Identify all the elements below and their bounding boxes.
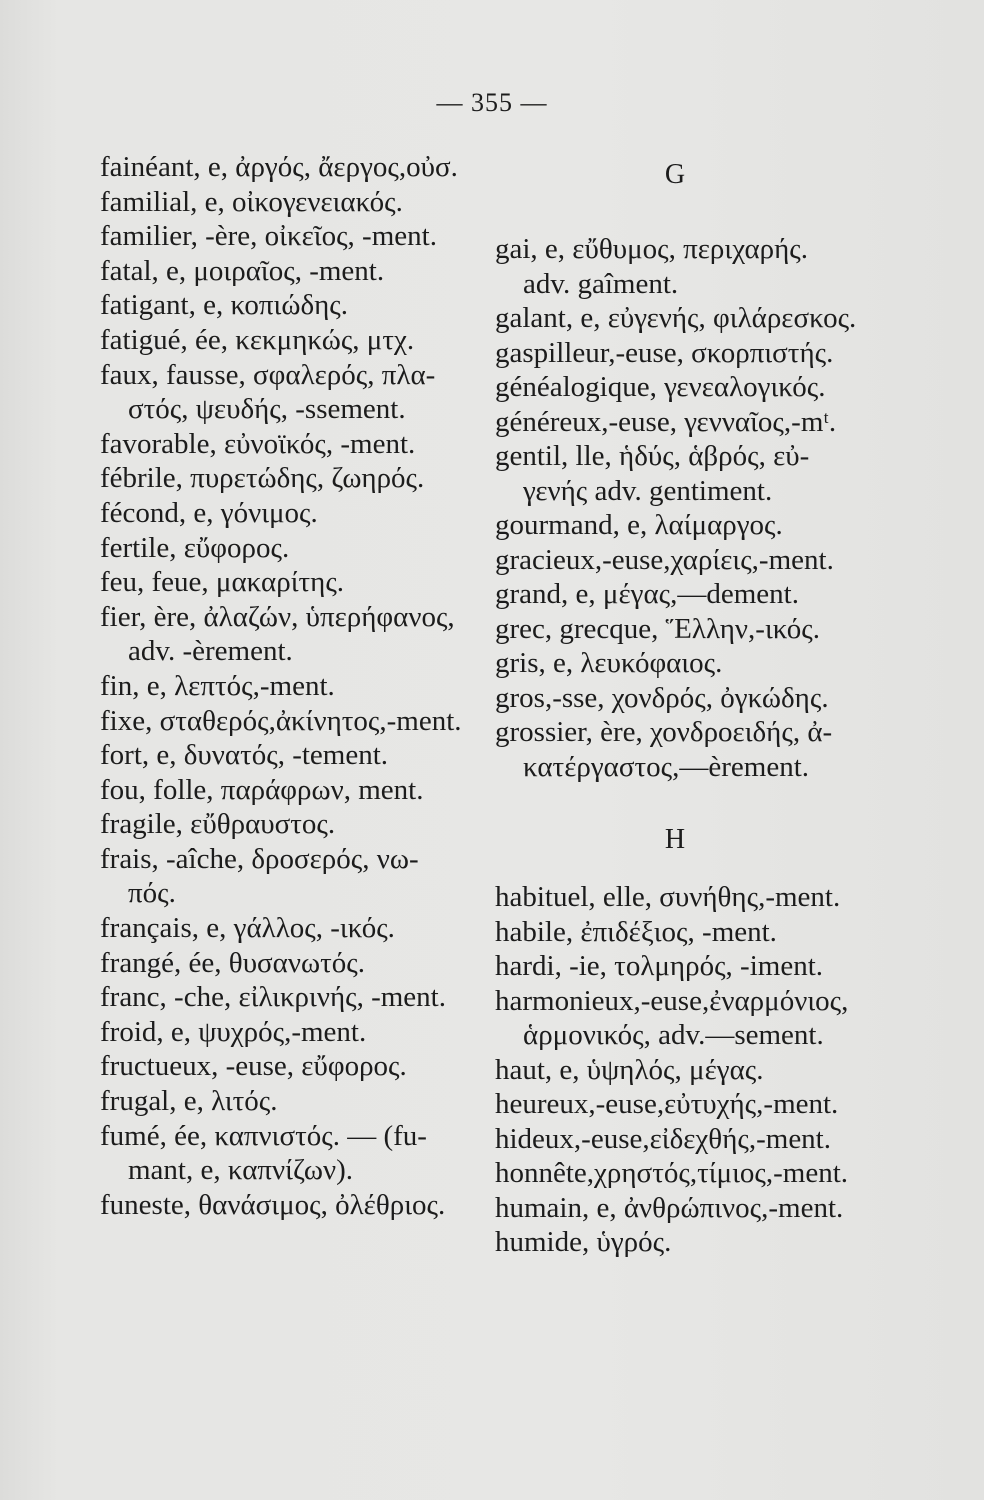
dictionary-entry: fort, e, δυνατός, -tement. [100, 739, 389, 772]
left-column [100, 150, 480, 1222]
dictionary-entry: humide, ὑγρός. [495, 1226, 672, 1258]
dictionary-entry: gai, e, εὔθυμος, περιχαρής. [495, 233, 809, 265]
dictionary-entry: froid, e, ψυχρός,-ment. [100, 1015, 367, 1048]
dictionary-entry: haut, e, ὑψηλός, μέγας. [495, 1053, 764, 1086]
dictionary-entry: gros,-sse, χονδρός, ὀγκώδης. [495, 681, 829, 714]
dictionary-entry: fou, folle, παράφρων, ment. [100, 773, 424, 806]
dictionary-entry: γενής adv. gentiment. [523, 474, 773, 507]
dictionary-entry: gris, e, λευκόφαιος. [495, 647, 723, 679]
dictionary-entry: fébrile, πυρετώδης, ζωηρός. [100, 462, 425, 495]
dictionary-entry: frais, -aîche, δροσερός, νω- [100, 842, 419, 875]
right-column [495, 150, 895, 1260]
dictionary-entry: favorable, εὐνοϊκός, -ment. [100, 427, 416, 460]
dictionary-entry: fatigant, e, κοπιώδης. [100, 289, 349, 322]
dictionary-entry: français, e, γάλλος, -ικός. [100, 912, 395, 945]
h-entries [495, 880, 895, 1260]
dictionary-entry: fragile, εὔθραυστος. [100, 808, 336, 841]
dictionary-entry: frangé, ée, θυσανωτός. [100, 946, 365, 979]
dictionary-entry: humain, e, ἀνθρώπινος,-ment. [495, 1191, 844, 1224]
dictionary-entry: fainéant, e, ἀργός, ἄεργος,οὐσ. [100, 151, 458, 183]
dictionary-entry: feu, feue, μακαρίτης. [100, 566, 345, 599]
dictionary-entry: généalogique, γενεαλογικός. [495, 371, 826, 403]
dictionary-entry: grossier, ère, χονδροειδής, ἀ- [495, 716, 833, 748]
section-letter-g: G [664, 159, 686, 190]
dictionary-entry: grand, e, μέγας,—dement. [495, 578, 799, 610]
dictionary-entry: adv. gaîment. [523, 267, 679, 300]
dictionary-entry: κατέργαστος,—èrement. [523, 750, 810, 783]
dictionary-entry: harmonieux,-euse,ἐναρμόνιος, [495, 984, 849, 1017]
dictionary-entry: honnête,χρηστός,τίμιος,-ment. [495, 1157, 849, 1189]
dictionary-entry: fatal, e, μοιραῖος, -ment. [100, 254, 385, 287]
dictionary-entry: heureux,-euse,εὐτυχής,-ment. [495, 1088, 839, 1120]
dictionary-entry: franc, -che, εἰλικρινής, -ment. [100, 981, 446, 1014]
dictionary-entry: στός, ψευδής, -ssement. [128, 393, 406, 426]
dictionary-entry: funeste, θανάσιμος, ὀλέθριος. [100, 1188, 446, 1221]
dictionary-entry: gaspilleur,-euse, σκορπιστής. [495, 336, 834, 369]
dictionary-entry: fécond, e, γόνιμος. [100, 496, 318, 529]
dictionary-entry: fixe, σταθερός,ἀκίνητος,-ment. [100, 704, 462, 737]
dictionary-entry: gentil, lle, ἡδύς, ἁβρός, εὐ- [495, 440, 810, 472]
dictionary-entry: fier, ère, ἀλαζών, ὑπερήφανος, [100, 600, 455, 633]
dictionary-entry: gracieux,-euse,χαρίεις,-ment. [495, 543, 834, 576]
dictionary-entry: fumé, ée, καπνιστός. — (fu- [100, 1119, 427, 1152]
dictionary-entry: hideux,-euse,εἰδεχθής,-ment. [495, 1122, 831, 1155]
dictionary-entry: mant, e, καπνίζων). [128, 1154, 354, 1187]
dictionary-entry: fructueux, -euse, εὔφορος. [100, 1050, 407, 1083]
dictionary-entry: ἁρμονικός, adv.—sement. [523, 1019, 824, 1051]
dictionary-entry: habile, ἐπιδέξιος, -ment. [495, 915, 777, 948]
dictionary-entry: hardi, -ie, τολμηρός, -iment. [495, 950, 824, 982]
dictionary-entry: habituel, elle, συνήθης,-ment. [495, 881, 841, 913]
g-entries [495, 232, 895, 784]
section-letter-h: H [664, 824, 686, 855]
dictionary-entry: gourmand, e, λαίμαργος. [495, 509, 783, 541]
dictionary-entry: adv. -èrement. [128, 635, 293, 668]
dictionary-entry: galant, e, εὐγενής, φιλάρεσκος. [495, 302, 857, 334]
dictionary-entry: fertile, εὔφορος. [100, 531, 290, 564]
dictionary-entry: faux, fausse, σφαλερός, πλα- [100, 358, 436, 391]
dictionary-entry: grec, grecque, Ἕλλην,-ικός. [495, 612, 820, 645]
dictionary-entry: généreux,-euse, γενναῖος,-mᵗ. [495, 405, 837, 438]
dictionary-entry: πός. [128, 877, 176, 910]
page-number: — 355 — [436, 88, 548, 117]
dictionary-entry: familial, e, οἰκογενειακός. [100, 185, 403, 218]
dictionary-entry: familier, -ère, οἰκεῖος, -ment. [100, 220, 437, 253]
dictionary-entry: fatigué, ée, κεκμηκώς, μτχ. [100, 323, 415, 356]
dictionary-entry: fin, e, λεπτός,-ment. [100, 669, 335, 702]
dictionary-entry: frugal, e, λιτός. [100, 1085, 278, 1118]
